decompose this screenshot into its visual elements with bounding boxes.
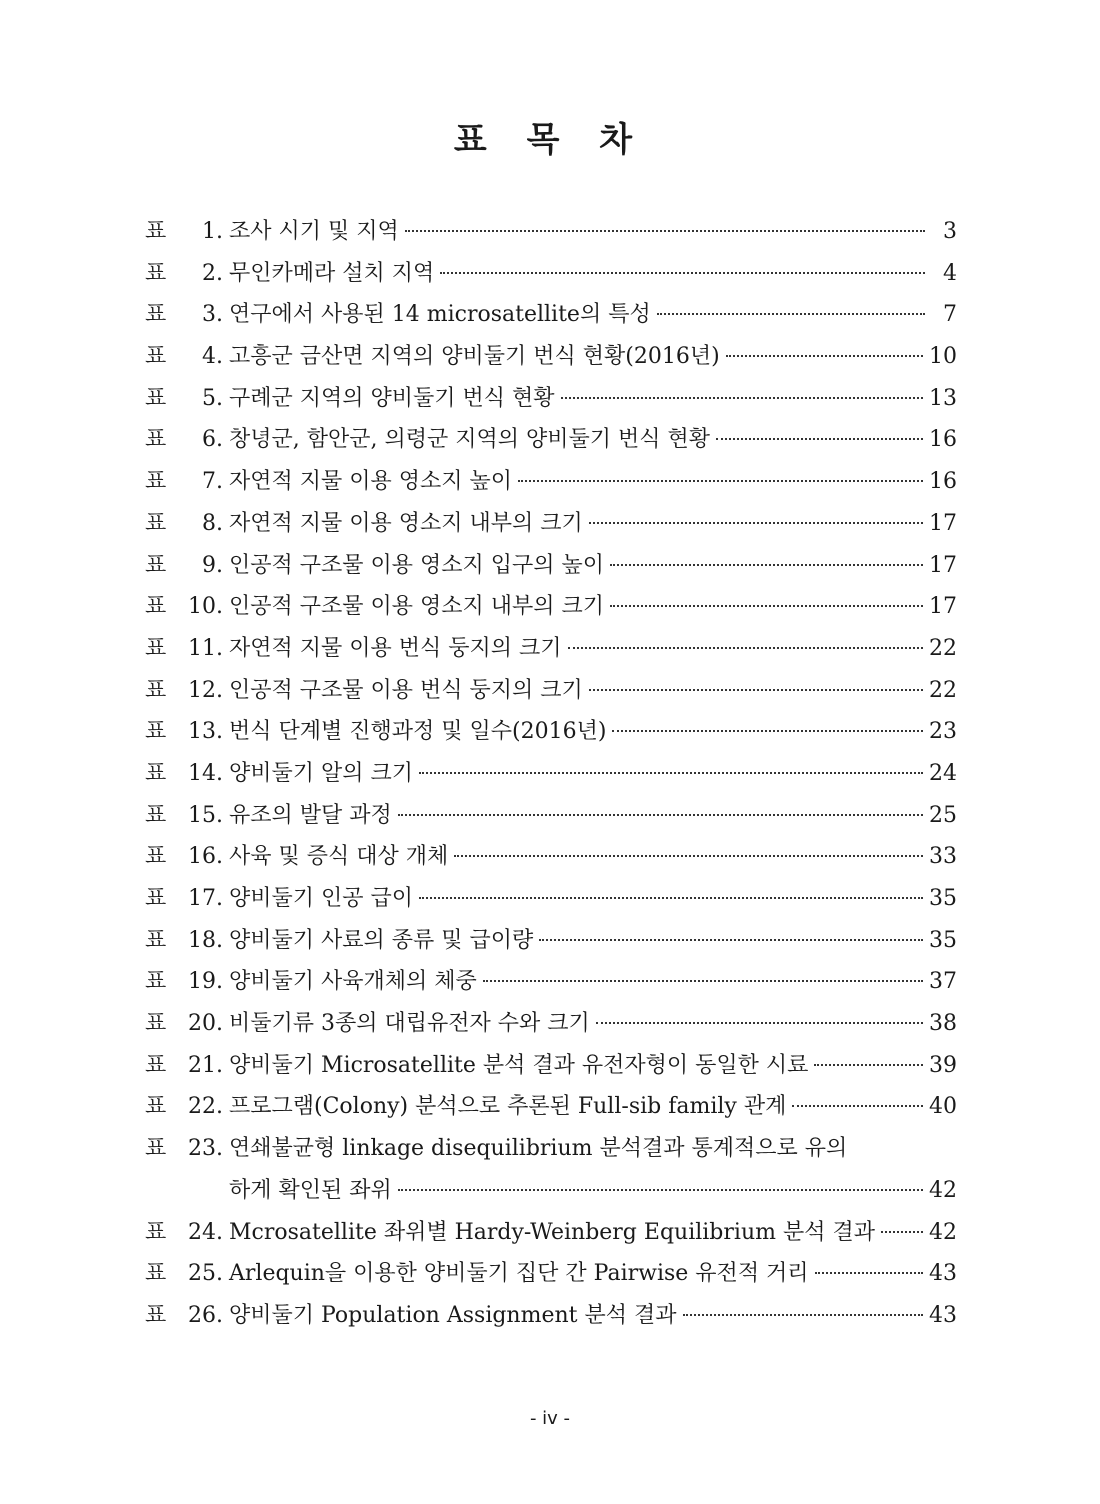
toc-entry [145,923,957,965]
toc-entry-prefix: 표 [145,1136,167,1162]
toc-entry-title: 연구에서 사용된 14 microsatellite의 특성 [229,302,651,328]
toc-entry-page: 22 [929,635,957,661]
toc-entry-prefix: 표 [145,1219,167,1245]
dot-leader [610,564,923,566]
toc-entry-title: 양비둘기 사료의 종류 및 급이량 [229,927,534,953]
toc-entry-page: 22 [929,677,957,703]
dot-leader [568,647,924,649]
toc-entry-page: 17 [929,552,957,578]
toc-entry-prefix: 표 [145,969,167,995]
toc-entry-page: 13 [929,385,957,411]
toc-entry-title: 인공적 구조물 이용 번식 둥지의 크기 [229,677,583,703]
toc-entry [145,297,957,339]
toc-entry-prefix: 표 [145,1011,167,1037]
toc-entry-prefix: 표 [145,594,167,620]
toc-entry [145,714,957,756]
toc-entry-prefix: 표 [145,677,167,703]
toc-entry-title: 자연적 지물 이용 번식 둥지의 크기 [229,635,562,661]
toc-entry-page: 10 [929,344,957,370]
toc-entry-title: 양비둘기 인공 급이 [229,886,414,911]
toc-entry-prefix: 표 [145,469,167,495]
toc-entry-title: 자연적 지물 이용 영소지 높이 [229,469,512,495]
toc-entry-title: 양비둘기 Microsatellite 분석 결과 유전자형이 동일한 시료 [229,1052,809,1078]
toc-entry [145,1298,957,1340]
dot-leader [539,939,923,941]
toc-entry-title: 인공적 구조물 이용 영소지 내부의 크기 [229,594,604,620]
toc-entry [145,214,957,256]
toc-entry-number: 24. [188,1219,223,1245]
dot-leader [518,480,923,482]
toc-entry-prefix: 표 [145,1094,167,1120]
toc-entry-prefix: 표 [145,260,167,286]
toc-entry-prefix: 표 [145,844,167,870]
toc-entry [145,464,957,506]
toc-entry-number: 26. [188,1302,223,1328]
toc-entry [145,964,957,1006]
dot-leader [405,230,925,232]
toc-entry-number: 15. [188,802,223,828]
toc-entry-number: 9. [202,552,223,578]
toc-entry [145,1006,957,1048]
toc-entry-page: 40 [929,1094,957,1120]
toc-entry-number: 14. [188,760,223,786]
toc-entry [145,1256,957,1298]
dot-leader [454,855,923,857]
toc-entry-page: 7 [943,302,957,328]
dot-leader [716,438,923,440]
toc-entry [145,506,957,548]
toc-entry-title: 유조의 발달 과정 [229,802,392,828]
toc-entry-number: 16. [188,844,223,870]
toc-entry-page: 33 [929,844,957,870]
toc-entry-title: 양비둘기 알의 크기 [229,760,414,786]
toc-entry-title: 조사 시기 및 지역 [229,219,399,244]
toc-entry-title: 하게 확인된 좌위 [229,1177,392,1203]
toc-entry-number: 7. [202,469,223,495]
toc-entry-title: 자연적 지물 이용 영소지 내부의 크기 [229,510,583,536]
toc-entry [145,422,957,464]
dot-leader [814,1064,923,1066]
toc-entry-title: Arlequin을 이용한 양비둘기 집단 간 Pairwise 유전적 거리 [229,1261,809,1287]
toc-entry-page: 4 [943,260,957,286]
toc-entry-page: 42 [929,1219,957,1245]
toc-entry-page: 39 [929,1052,957,1078]
toc-entry-title: 무인카메라 설치 지역 [229,260,435,286]
toc-entry-title: 창녕군, 함안군, 의령군 지역의 양비둘기 번식 현황 [229,427,710,453]
toc-entry-number: 6. [202,427,223,453]
dot-leader [610,605,923,607]
toc-entry-page: 35 [929,886,957,911]
toc-entry-number: 21. [188,1052,223,1078]
toc-entry [145,839,957,881]
toc-entry-title: Mcrosatellite 좌위별 Hardy-Weinberg Equilibrium 분석 결과 [229,1219,875,1245]
toc-entry-page: 3 [943,219,957,244]
toc-entry-title: 인공적 구조물 이용 영소지 입구의 높이 [229,552,604,578]
dot-leader [815,1272,923,1274]
toc-entry-prefix: 표 [145,719,167,745]
toc-entry-title: 사육 및 증식 대상 개체 [229,844,449,870]
dot-leader [398,1189,923,1191]
toc-entry-title: 구례군 지역의 양비둘기 번식 현황 [229,385,555,411]
toc-entry-number: 12. [188,677,223,703]
toc-entry-title: 양비둘기 사육개체의 체중 [229,969,477,995]
toc-entry-number: 10. [188,594,223,620]
toc-entry-page: 23 [929,719,957,745]
toc-entry-page: 43 [929,1261,957,1287]
toc-entry [145,756,957,798]
dot-leader [881,1231,923,1233]
toc-entry-prefix: 표 [145,385,167,411]
toc-entry-number: 13. [188,719,223,745]
toc-entry-page: 17 [929,594,957,620]
toc-entry [145,381,957,423]
toc-entry-number: 4. [202,344,223,370]
dot-leader [683,1314,924,1316]
toc-entry-number: 20. [188,1011,223,1037]
toc-entry-title: 비둘기류 3종의 대립유전자 수와 크기 [229,1011,590,1037]
toc-entry [145,631,957,673]
toc-entry-page: 42 [929,1177,957,1203]
toc-entry-prefix: 표 [145,427,167,453]
toc-entry-number: 1. [202,219,223,244]
toc-entry-title: 프로그램(Colony) 분석으로 추론된 Full-sib family 관계 [229,1094,787,1120]
toc-entry-number: 3. [202,302,223,328]
toc-entry-number: 22. [188,1094,223,1120]
dot-leader [561,397,923,399]
toc-entry-prefix: 표 [145,1261,167,1287]
toc-entry-page: 37 [929,969,957,995]
toc-entry-number: 2. [202,260,223,286]
toc-entry-prefix: 표 [145,927,167,953]
page-number: - iv - [529,1408,571,1429]
dot-leader [792,1105,923,1107]
toc-entry [145,1131,957,1214]
toc-entry-prefix: 표 [145,635,167,661]
toc-entry-prefix: 표 [145,510,167,536]
toc-entry-prefix: 표 [145,802,167,828]
toc-entry-number: 18. [188,927,223,953]
toc-entry-prefix: 표 [145,552,167,578]
toc-entry-prefix: 표 [145,302,167,328]
toc-entry-prefix: 표 [145,760,167,786]
toc-entry-number: 23. [188,1136,223,1162]
toc-entry-page: 43 [929,1302,957,1328]
toc-entry [145,1089,957,1131]
dot-leader [589,689,923,691]
dot-leader [419,897,923,899]
toc-entry-prefix: 표 [145,219,167,244]
toc-entry-page: 38 [929,1011,957,1037]
toc-entry [145,548,957,590]
toc-entry-title: 번식 단계별 진행과정 및 일수(2016년) [229,719,607,745]
dot-leader [483,980,923,982]
dot-leader [419,772,923,774]
toc-entry-title: 고흥군 금산면 지역의 양비둘기 번식 현황(2016년) [229,344,720,370]
toc-entry-number: 5. [202,385,223,411]
toc-entry-number: 19. [188,969,223,995]
page-title: 표 목 차 [453,120,647,160]
toc-entry [145,339,957,381]
toc-entry-number: 8. [202,510,223,536]
dot-leader [612,730,923,732]
toc-entry-page: 25 [929,802,957,828]
toc-entry-page: 16 [929,427,957,453]
dot-leader [596,1022,923,1024]
dot-leader [440,272,925,274]
toc-entry-number: 11. [188,635,223,661]
toc-entry-number: 25. [188,1261,223,1287]
table-of-contents [145,214,957,1340]
toc-entry [145,589,957,631]
toc-entry [145,1215,957,1257]
toc-entry-number: 17. [188,886,223,911]
toc-entry-prefix: 표 [145,344,167,370]
dot-leader [657,313,925,315]
toc-entry-page: 17 [929,510,957,536]
toc-entry-prefix: 표 [145,886,167,911]
toc-entry-prefix: 표 [145,1052,167,1078]
toc-entry [145,256,957,298]
toc-entry-title: 연쇄불균형 linkage disequilibrium 분석결과 통계적으로 유의 [229,1136,848,1162]
toc-entry-prefix: 표 [145,1302,167,1328]
dot-leader [589,522,923,524]
toc-entry-page: 16 [929,469,957,495]
toc-entry-title: 양비둘기 Population Assignment 분석 결과 [229,1302,677,1328]
dot-leader [398,814,923,816]
toc-entry-page: 35 [929,927,957,953]
toc-entry-page: 24 [929,760,957,786]
toc-entry [145,1048,957,1090]
toc-entry [145,798,957,840]
toc-entry [145,673,957,715]
toc-entry [145,881,957,923]
dot-leader [726,355,923,357]
